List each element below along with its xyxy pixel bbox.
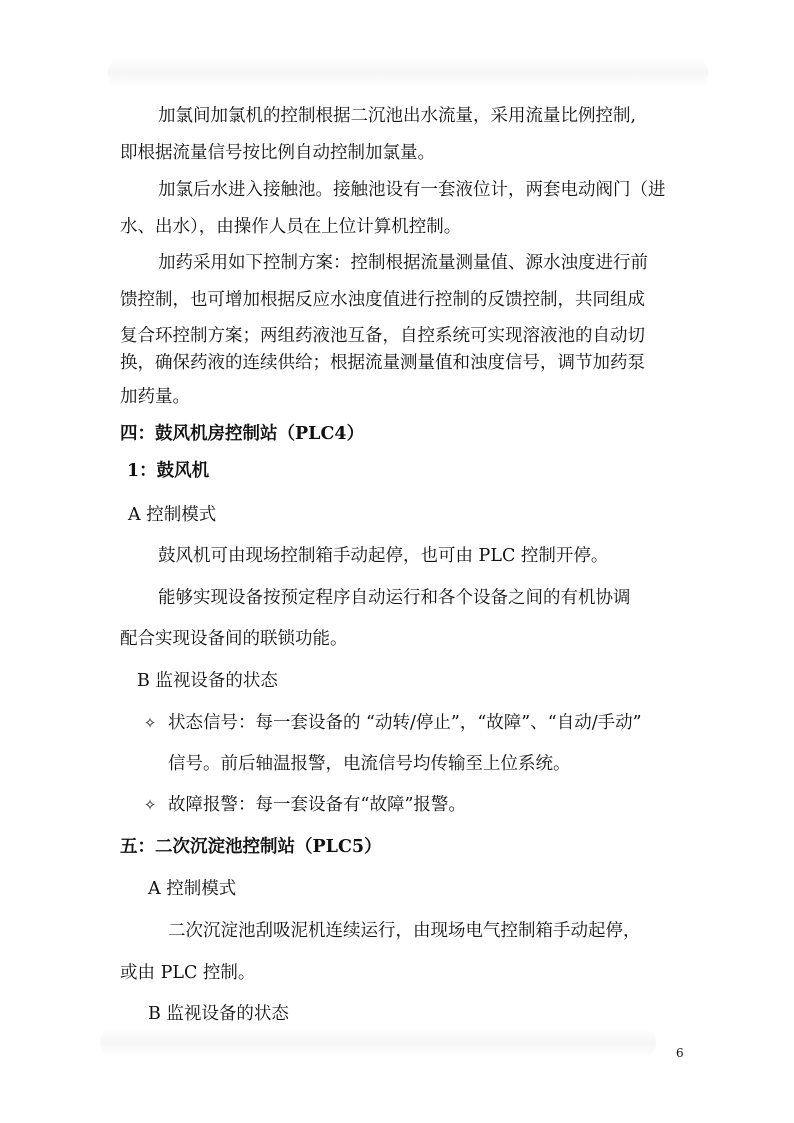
section-4-para-1: 鼓风机可由现场控制箱手动起停，也可由 PLC 控制开停。: [158, 546, 609, 566]
section-5-para-line-1: 二次沉淀池刮吸泥机连续运行，由现场电气控制箱手动起停，: [168, 921, 641, 941]
bullet-item-2: [140, 792, 466, 818]
page-number: 6: [676, 1046, 684, 1060]
section-5-para-line-2: 或由 PLC 控制。: [120, 963, 256, 983]
paragraph-3-line-1: 加药采用如下控制方案：控制根据流量测量值、源水浊度进行前: [158, 253, 648, 273]
section-4-monitor-label: B 监视设备的状态: [137, 671, 278, 691]
section-4-para-2-line-1: 能够实现设备按预定程序自动运行和各个设备之间的有机协调: [158, 588, 631, 608]
section-5-mode-label: A 控制模式: [148, 879, 237, 899]
paragraph-1-line-2: 即根据流量信号按比例自动控制加氯量。: [120, 143, 435, 163]
bullet-item-1-line-2: 信号。前后轴温报警，电流信号均传输至上位系统。: [168, 754, 571, 774]
paragraph-1-line-1: 加氯间加氯机的控制根据二沉池出水流量，采用流量比例控制,: [158, 106, 637, 126]
paragraph-3-line-3: 复合环控制方案；两组药液池互备，自控系统可实现溶液池的自动切: [120, 326, 645, 346]
paragraph-3-line-4: 换，确保药液的连续供给；根据流量测量值和浊度信号，调节加药泵: [120, 353, 645, 373]
paragraph-2-line-1: 加氯后水进入接触池。接触池设有一套液位计，两套电动阀门（进: [158, 180, 666, 200]
paragraph-3-line-5: 加药量。: [120, 387, 190, 407]
section-4-subheading: 1：鼓风机: [127, 461, 210, 481]
bullet-item-1-line-1: 状态信号：每一套设备的 “动转/停止”，“故障”、“自动/手动”: [168, 713, 642, 733]
sparkle-bullet-icon: ✧: [143, 714, 157, 732]
section-5-heading: 五：二次沉淀池控制站（PLC5）: [120, 837, 382, 857]
section-5-monitor-label: B 监视设备的状态: [148, 1004, 289, 1024]
paragraph-3-line-2: 馈控制，也可增加根据反应水浊度值进行控制的反馈控制，共同组成: [120, 290, 645, 310]
paragraph-2-line-2: 水、出水），由操作人员在上位计算机控制。: [120, 217, 462, 237]
section-4-para-2-line-2: 配合实现设备间的联锁功能。: [120, 629, 348, 649]
bullet-item-1: [140, 710, 642, 736]
header-band: [108, 58, 708, 88]
section-4-heading: 四：鼓风机房控制站（PLC4）: [120, 424, 365, 444]
footer-band: [100, 1028, 656, 1058]
sparkle-bullet-icon: ✧: [143, 796, 157, 814]
bullet-item-2-text: 故障报警：每一套设备有“故障”报警。: [168, 795, 466, 815]
section-4-mode-label: A 控制模式: [128, 505, 217, 525]
